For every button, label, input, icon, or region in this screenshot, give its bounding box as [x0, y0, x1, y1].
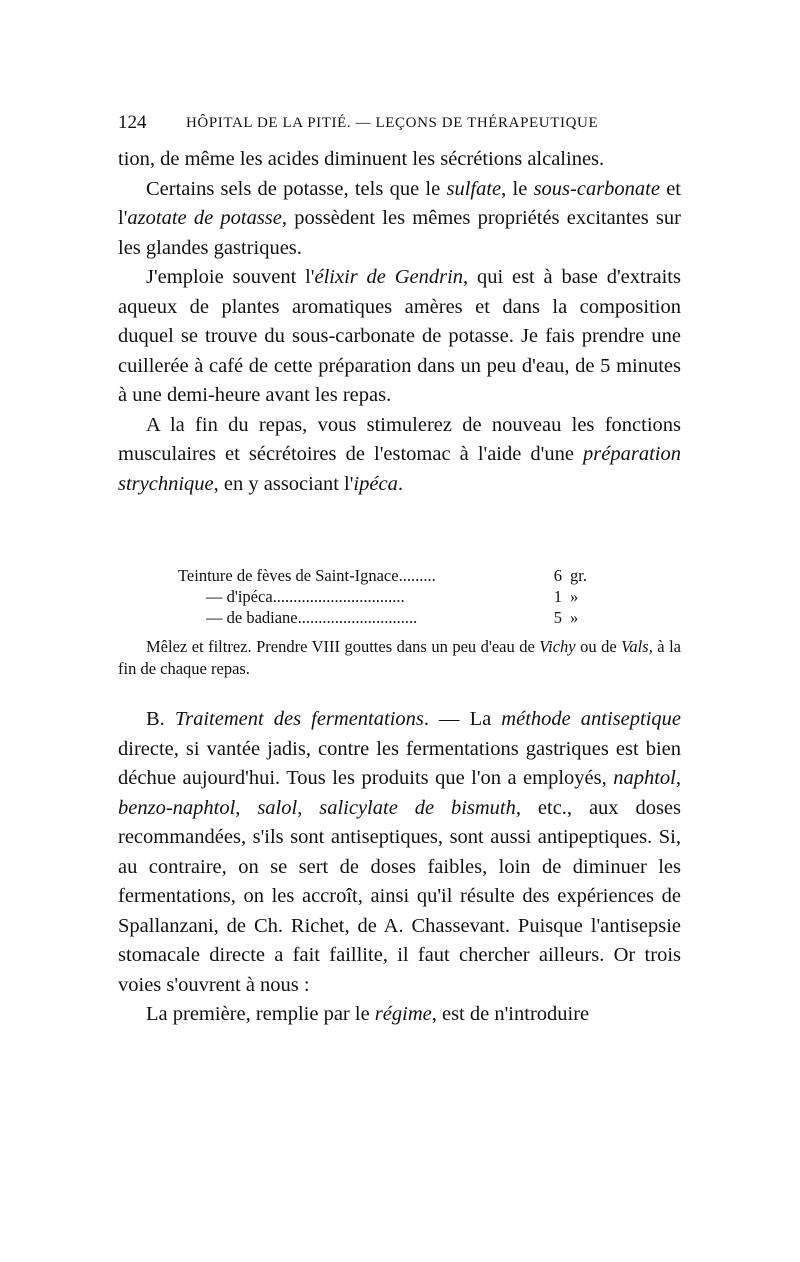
formula-unit: »	[570, 608, 579, 627]
formula-quantity: 5	[553, 608, 562, 627]
formula-ingredient: — de badiane.............................	[206, 608, 418, 627]
paragraph-continuation: tion, de même les acides diminuent les sécrétions alcalines.	[118, 148, 605, 170]
formula-ingredient: — d'ipéca................................	[206, 587, 405, 606]
prescription-formula	[178, 565, 628, 628]
formula-quantity: 6	[553, 566, 562, 585]
paragraph-elixir-gendrin: J'emploie souvent l'élixir de Gendrin, qui est à base d'extraits aqueux de plantes aromatiques amères et dans la composition duquel se trouve du sous-carbonate de potasse. Je fais prendre une cuillerée à café de cette préparation dans un peu d'eau, de 5 minutes à une demi-heure avant les repas.	[118, 266, 681, 406]
formula-row	[178, 586, 628, 607]
formula-unit: gr.	[570, 566, 587, 585]
page-number: 124	[118, 112, 147, 133]
paragraph-fermentations: B. Traitement des fermentations. — La méthode antiseptique directe, si vantée jadis, contre les fermentations gastriques est bien déchue aujourd'hui. Tous les produits que l'on a employés, naphtol, benzo-naphtol, salol, salicylate de bismuth, etc., aux doses recommandées, s'ils sont antiseptiques, sont aussi antipeptiques. Si, au contraire, on se sert de doses faibles, loin de diminuer les fermentations, on les accroît, ainsi qu'il résulte des expériences de Spallanzani, de Ch. Richet, de A. Chassevant. Puisque l'antisepsie stomacale directe a fait faillite, il faut chercher ailleurs. Or trois voies s'ouvrent à nous :	[118, 708, 682, 996]
running-title: HÔPITAL DE LA PITIÉ. — LEÇONS DE THÉRAPEUTIQUE	[186, 115, 599, 131]
formula-ingredient: Teinture de fèves de Saint-Ignace.........	[178, 566, 436, 585]
formula-note: Mêlez et filtrez. Prendre VIII gouttes dans un peu d'eau de Vichy ou de Vals, à la fin de chaque repas.	[118, 637, 682, 678]
formula-unit: »	[570, 587, 579, 606]
paragraph-potassium-salts: Certains sels de potasse, tels que le sulfate, le sous-carbonate et l'azotate de potasse, possèdent les mêmes propriétés excitantes sur les glandes gastriques.	[118, 177, 682, 259]
formula-instructions	[118, 636, 681, 680]
body-text-lower	[118, 705, 681, 1030]
formula-quantity: 1	[553, 587, 562, 606]
body-text-upper	[118, 145, 681, 499]
formula-row	[178, 565, 628, 586]
paragraph-regime: La première, remplie par le régime, est de n'introduire	[146, 1003, 590, 1025]
paragraph-end-of-meal: A la fin du repas, vous stimulerez de nouveau les fonctions musculaires et sécrétoires de l'estomac à l'aide d'une préparation strychnique, en y associant l'ipéca.	[118, 413, 681, 495]
running-header	[118, 112, 680, 140]
formula-row	[178, 607, 628, 628]
